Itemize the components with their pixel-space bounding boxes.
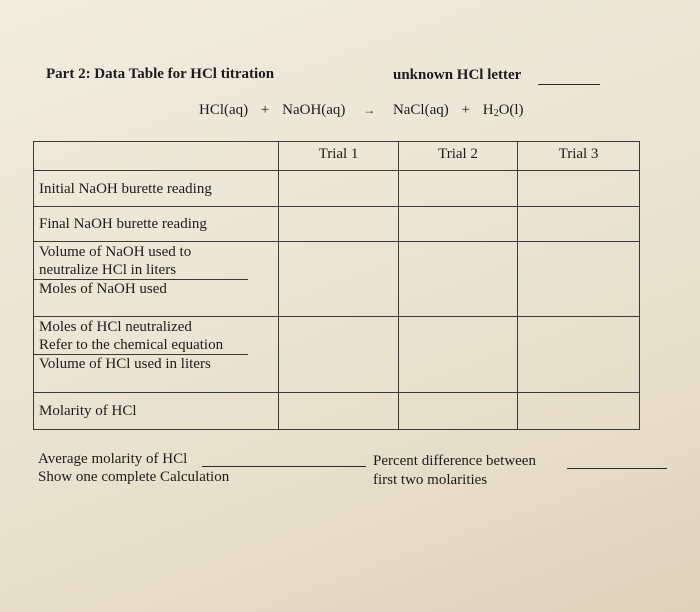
reactant-hcl: HCl(aq) [199,102,249,118]
data-cell[interactable] [279,317,399,393]
data-cell[interactable] [518,393,640,430]
data-table [33,141,640,430]
table-header-row [34,142,640,171]
table-row [34,317,640,393]
table-row [34,207,640,242]
table-row [34,171,640,207]
unknown-letter-blank[interactable] [538,84,600,85]
data-cell[interactable] [279,207,399,242]
column-header-trial-2: Trial 2 [399,142,518,171]
data-cell[interactable] [518,317,640,393]
data-cell[interactable] [518,242,640,317]
row-label: Final NaOH burette reading [34,207,279,242]
data-cell[interactable] [518,171,640,207]
percent-difference-label: Percent difference between first two molarities [373,453,536,488]
reaction-arrow: → [363,103,376,117]
average-molarity-blank[interactable] [202,466,366,467]
product-water: $H_2O(l)$ [482,102,524,119]
unknown-letter-label: unknown HCl letter [393,67,522,83]
percent-difference-blank[interactable] [567,468,667,469]
product-nacl: NaCl(aq) [392,102,449,118]
reactant-naoh: NaOH(aq) [282,102,346,118]
column-header-trial-3: Trial 3 [518,142,640,171]
data-cell[interactable] [279,242,399,317]
row-label: Molarity of HCl [34,393,279,430]
data-cell[interactable] [518,207,640,242]
table-row [34,242,640,317]
row-label: Volume of NaOH used to neutralize HCl in liters Moles of NaOH used [34,242,279,317]
data-cell[interactable] [399,207,518,242]
data-cell[interactable] [279,393,399,430]
average-molarity-label: Average molarity of HCl Show one complete Calculation [38,451,230,485]
row-label: Moles of HCl neutralized Refer to the chemical equation Volume of HCl used in liters [34,317,279,393]
column-header [34,142,279,171]
page-title: Part 2: Data Table for HCl titration [46,66,275,82]
plus-sign: + [461,102,470,118]
plus-sign: + [260,102,270,118]
chemical-equation [199,102,524,119]
data-cell[interactable] [279,171,399,207]
data-cell[interactable] [399,242,518,317]
data-cell[interactable] [399,317,518,393]
column-header-trial-1: Trial 1 [279,142,399,171]
row-label: Initial NaOH burette reading [34,171,279,207]
data-cell[interactable] [399,171,518,207]
table-row [34,393,640,430]
data-cell[interactable] [399,393,518,430]
